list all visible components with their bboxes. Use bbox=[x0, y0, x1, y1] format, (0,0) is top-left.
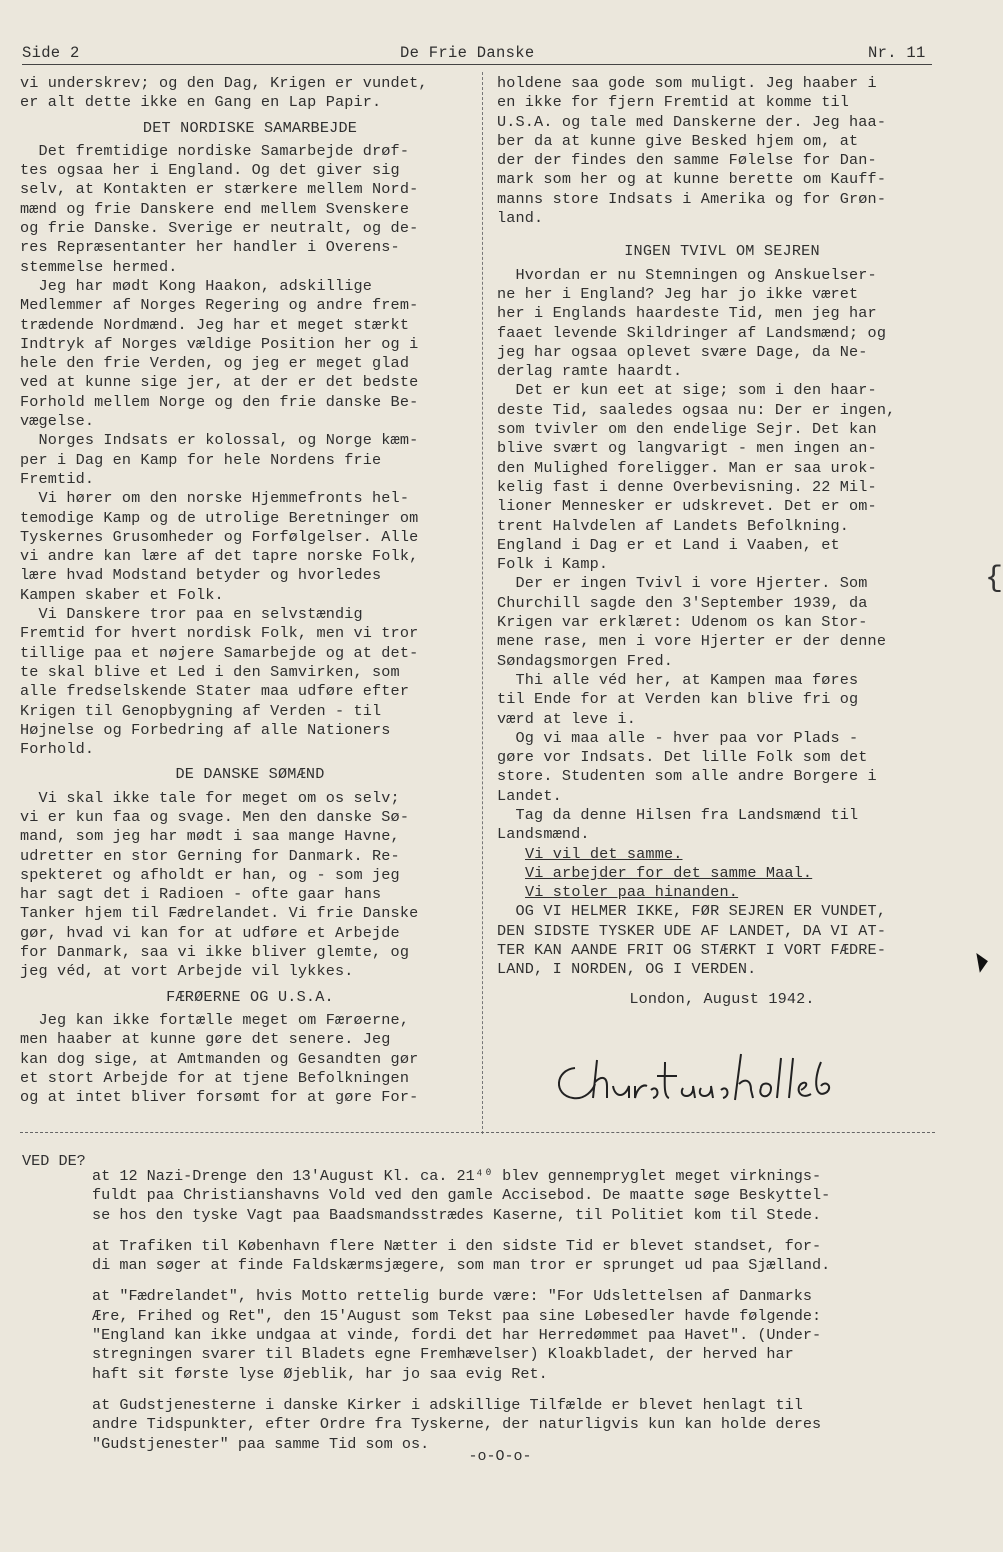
motto-line: Vi vil det samme. bbox=[525, 844, 683, 863]
text-line: den Mulighed foreligger. Man er saa urok- bbox=[497, 458, 877, 477]
header-rule bbox=[22, 64, 932, 65]
closing-line: TER KAN AANDE FRIT OG STÆRKT I VORT FÆDRE- bbox=[497, 941, 887, 960]
text-line: U.S.A. og tale med Danskerne der. Jeg haa- bbox=[497, 112, 887, 131]
note-paragraph bbox=[92, 1167, 952, 1225]
text-line: som tvivler om den endelige Sejr. Det kan bbox=[497, 420, 877, 439]
text-line: der der findes den samme Følelse for Dan- bbox=[497, 151, 877, 170]
text-line: Churchill sagde den 3'September 1939, da bbox=[497, 593, 868, 612]
section-heading-no-doubt-victory: INGEN TVIVL OM SEJREN bbox=[624, 242, 820, 261]
text-line: Tanker hjem til Fædrelandet. Vi frie Danske bbox=[20, 904, 419, 923]
page-number: Side 2 bbox=[22, 44, 80, 62]
text-line: Thi alle véd her, at Kampen maa føres bbox=[497, 670, 859, 689]
text-line: at Trafiken til København flere Nætter i den sidste Tid er blevet standset, for- bbox=[92, 1236, 822, 1255]
text-line: og at intet bliver forsømt for at gøre For- bbox=[20, 1088, 419, 1107]
end-mark: -o-O-o- bbox=[468, 1448, 532, 1465]
margin-bracket-mark: { bbox=[985, 562, 1003, 596]
text-line: Fremtid. bbox=[20, 469, 95, 488]
closing-line: LAND, I NORDEN, OG I VERDEN. bbox=[497, 960, 757, 979]
text-line: "England kan ikke undgaa at vinde, fordi det har Herredømmet paa Havet". (Under- bbox=[92, 1326, 822, 1345]
text-line: gør, hvad vi kan for at udføre et Arbejde bbox=[20, 923, 400, 942]
text-line: temodige Kamp og de utrolige Beretninger om bbox=[20, 508, 419, 527]
text-line: selv, at Kontakten er stærkere mellem Nord- bbox=[20, 180, 419, 199]
note-paragraph bbox=[92, 1396, 952, 1454]
section-heading-faroes-usa: FÆRØERNE OG U.S.A. bbox=[166, 987, 334, 1006]
text-line: Krigen til Genopbygning af Verden - til bbox=[20, 701, 382, 720]
text-line: vægelse. bbox=[20, 412, 95, 431]
text-line: at Gudstjenesterne i danske Kirker i adskillige Tilfælde er blevet henlagt til bbox=[92, 1395, 803, 1414]
newspaper-title: De Frie Danske bbox=[400, 44, 535, 62]
text-line: at 12 Nazi-Drenge den 13'August Kl. ca. 21⁴⁰ blev gennempryglet meget virknings- bbox=[92, 1167, 822, 1185]
note-paragraph bbox=[92, 1237, 952, 1276]
text-line: og frie Danske. Sverige er neutralt, og de- bbox=[20, 219, 419, 238]
text-line: værd at leve i. bbox=[497, 709, 636, 728]
text-line: trædende Nordmænd. Jeg har et meget stærkt bbox=[20, 315, 410, 334]
text-line: at "Fædrelandet", hvis Motto rettelig burde være: "For Udslettelsen af Danmarks bbox=[92, 1287, 813, 1306]
text-line: hele den frie Verden, og jeg er meget glad bbox=[20, 354, 410, 373]
text-line: ber da at kunne give Besked hjem om, at bbox=[497, 131, 859, 150]
page-header bbox=[0, 44, 1000, 70]
text-line: Vi Danskere tror paa en selvstændig bbox=[20, 605, 363, 624]
text-line: Kampen skaber et Folk. bbox=[20, 585, 224, 604]
section-heading-danish-sailors: DE DANSKE SØMÆND bbox=[175, 765, 325, 784]
text-line: Hvordan er nu Stemningen og Anskuelser- bbox=[497, 265, 877, 284]
section-rule bbox=[20, 1132, 935, 1133]
text-line: manns store Indsats i Amerika og for Grøn- bbox=[497, 189, 887, 208]
note-paragraph bbox=[92, 1287, 952, 1383]
text-line: trent Halvdelen af Landets Befolkning. bbox=[497, 516, 850, 535]
text-line: tillige paa et nøjere Samarbejde og at det- bbox=[20, 643, 419, 662]
text-line: Medlemmer af Norges Regering og andre frem- bbox=[20, 296, 419, 315]
text-line: Jeg kan ikke fortælle meget om Færøerne, bbox=[20, 1010, 410, 1029]
text-line: Og vi maa alle - hver paa vor Plads - bbox=[497, 728, 859, 747]
column-divider bbox=[482, 72, 483, 1134]
text-line: store. Studenten som alle andre Borgere i bbox=[497, 767, 877, 786]
text-line: vi er kun faa og svage. Men den danske Sø- bbox=[20, 807, 410, 826]
text-line: Det er kun eet at sige; som i den haar- bbox=[497, 381, 877, 400]
text-line: Krigen var erklæret: Udenom os kan Stor- bbox=[497, 613, 868, 632]
text-line: Landsmænd. bbox=[497, 825, 590, 844]
text-line: fuldt paa Christianshavns Vold ved den gamle Accisebod. De maatte søge Beskyttel- bbox=[92, 1186, 831, 1205]
text-line: Tyskernes Grusomheder og Forfølgelser. Alle bbox=[20, 527, 419, 546]
text-line: Det fremtidige nordiske Samarbejde drøf- bbox=[20, 141, 410, 160]
text-line: udretter en stor Gerning for Danmark. Re- bbox=[20, 846, 400, 865]
text-line: ne her i England? Jeg har jo ikke været bbox=[497, 284, 859, 303]
text-line: di man søger at finde Faldskærmsjægere, som man tror er sprunget ud paa Sjælland. bbox=[92, 1256, 831, 1275]
text-line: Vi skal ikke tale for meget om os selv; bbox=[20, 788, 400, 807]
text-line: res Repræsentanter her handler i Overens- bbox=[20, 238, 400, 257]
text-line: en ikke for fjern Fremtid at komme til bbox=[497, 93, 850, 112]
margin-arrow-mark bbox=[976, 951, 989, 972]
text-line: for Danmark, saa vi ikke bliver glemte, og bbox=[20, 943, 410, 962]
text-line: stregningen svarer til Bladets egne Fremhævelser) Kloakbladet, der herved har bbox=[92, 1345, 794, 1364]
text-line: Folk i Kamp. bbox=[497, 555, 609, 574]
text-line: faaet levende Skildringer af Landsmænd; og bbox=[497, 323, 887, 342]
text-line: Forhold mellem Norge og den frie danske Be- bbox=[20, 392, 419, 411]
ved-de-notes bbox=[92, 1167, 952, 1466]
left-column bbox=[20, 74, 480, 1107]
text-line: Søndagsmorgen Fred. bbox=[497, 651, 674, 670]
text-line: Der er ingen Tvivl i vore Hjerter. Som bbox=[497, 574, 868, 593]
text-line: Forhold. bbox=[20, 740, 95, 759]
text-line: mark som her og at kunne berette om Kauff- bbox=[497, 170, 887, 189]
text-line: te skal blive et Led i den Samvirken, som bbox=[20, 662, 400, 681]
text-line: jeg har ogsaa oplevet svære Dage, da Ne- bbox=[497, 342, 868, 361]
closing-line: OG VI HELMER IKKE, FØR SEJREN ER VUNDET, bbox=[497, 902, 887, 921]
text-line: spekteret og afholdt er han, og - som jeg bbox=[20, 865, 400, 884]
issue-number: Nr. 11 bbox=[868, 44, 926, 62]
text-line: stemmelse hermed. bbox=[20, 257, 178, 276]
text-line: jeg véd, at vort Arbejde vil lykkes. bbox=[20, 962, 354, 981]
text-line: ved at kunne sige jer, at der er det bedste bbox=[20, 373, 419, 392]
text-line: har sagt det i Radioen - ofte gaar hans bbox=[20, 885, 382, 904]
text-line: til Ende for at Verden kan blive fri og bbox=[497, 690, 859, 709]
text-line: deste Tid, saaledes ogsaa nu: Der er ingen, bbox=[497, 400, 896, 419]
text-line: lære hvad Modstand betyder og hvorledes bbox=[20, 566, 382, 585]
text-line: Norges Indsats er kolossal, og Norge kæm- bbox=[20, 431, 419, 450]
closing-line: DEN SIDSTE TYSKER UDE AF LANDET, DA VI AT- bbox=[497, 921, 887, 940]
text-line: alle fredselskende Stater maa udføre efter bbox=[20, 682, 410, 701]
text-line: blive svært og langvarigt - men ingen an- bbox=[497, 439, 877, 458]
text-line: lioner Mennesker er udskrevet. Det er om- bbox=[497, 497, 877, 516]
text-line: mand, som jeg har mødt i saa mange Havne, bbox=[20, 827, 400, 846]
ved-de-label: VED DE? bbox=[22, 1152, 86, 1170]
motto-line: Vi stoler paa hinanden. bbox=[525, 883, 739, 902]
text-line: kan dog sige, at Amtmanden og Gesandten gør bbox=[20, 1049, 419, 1068]
text-line: men haaber at kunne gøre det senere. Jeg bbox=[20, 1030, 391, 1049]
text-line: Højnelse og Forbedring af alle Nationers bbox=[20, 720, 391, 739]
text-line: holdene saa gode som muligt. Jeg haaber i bbox=[497, 74, 877, 92]
text-line: Tag da denne Hilsen fra Landsmænd til bbox=[497, 805, 859, 824]
text-line: gøre vor Indsats. Det lille Folk som det bbox=[497, 748, 868, 767]
text-line: kelig fast i denne Overbevisning. 22 Mil- bbox=[497, 477, 877, 496]
text-line: "Gudstjenester" paa samme Tid som os. bbox=[92, 1434, 430, 1453]
text-line: Vi hører om den norske Hjemmefronts hel- bbox=[20, 489, 410, 508]
text-line: Jeg har mødt Kong Haakon, adskillige bbox=[20, 276, 373, 295]
text-line: se hos den tyske Vagt paa Baadsmandsstrædes Kaserne, til Politiet kom til Stede. bbox=[92, 1205, 822, 1224]
section-heading-nordic-cooperation: DET NORDISKE SAMARBEJDE bbox=[142, 118, 358, 137]
text-line: Landet. bbox=[497, 786, 562, 805]
handwritten-signature bbox=[545, 1040, 865, 1110]
text-line: er alt dette ikke en Gang en Lap Papir. bbox=[20, 93, 382, 112]
dateline: London, August 1942. bbox=[629, 989, 815, 1008]
text-line: andre Tidspunkter, efter Ordre fra Tyskerne, der naturligvis kun kan holde deres bbox=[92, 1415, 822, 1434]
text-line: her i Englands haardeste Tid, men jeg har bbox=[497, 304, 877, 323]
text-line: haft sit første lyse Øjeblik, har jo saa evig Ret. bbox=[92, 1364, 548, 1383]
text-line: land. bbox=[497, 209, 544, 228]
text-line: England i Dag er et Land i Vaaben, et bbox=[497, 535, 840, 554]
text-line: Fremtid for hvert nordisk Folk, men vi tror bbox=[20, 624, 419, 643]
text-line: mene rase, men i vore Hjerter er der denne bbox=[497, 632, 887, 651]
text-line: vi underskrev; og den Dag, Krigen er vundet, bbox=[20, 74, 428, 92]
right-column bbox=[497, 74, 947, 1009]
text-line: derlag ramte haardt. bbox=[497, 362, 683, 381]
text-line: tes ogsaa her i England. Og det giver sig bbox=[20, 161, 400, 180]
text-line: Indtryk af Norges vældige Position her og i bbox=[20, 334, 419, 353]
text-line: vi andre kan lære af det tapre norske Folk, bbox=[20, 547, 419, 566]
text-line: mænd og frie Danskere end mellem Svenskere bbox=[20, 199, 410, 218]
text-line: Ære, Frihed og Ret", den 15'August som Tekst paa sine Løbesedler havde følgende: bbox=[92, 1306, 822, 1325]
text-line: per i Dag en Kamp for hele Nordens frie bbox=[20, 450, 382, 469]
motto-line: Vi arbejder for det samme Maal. bbox=[525, 863, 813, 882]
text-line: et stort Arbejde for at tjene Befolkningen bbox=[20, 1068, 410, 1087]
